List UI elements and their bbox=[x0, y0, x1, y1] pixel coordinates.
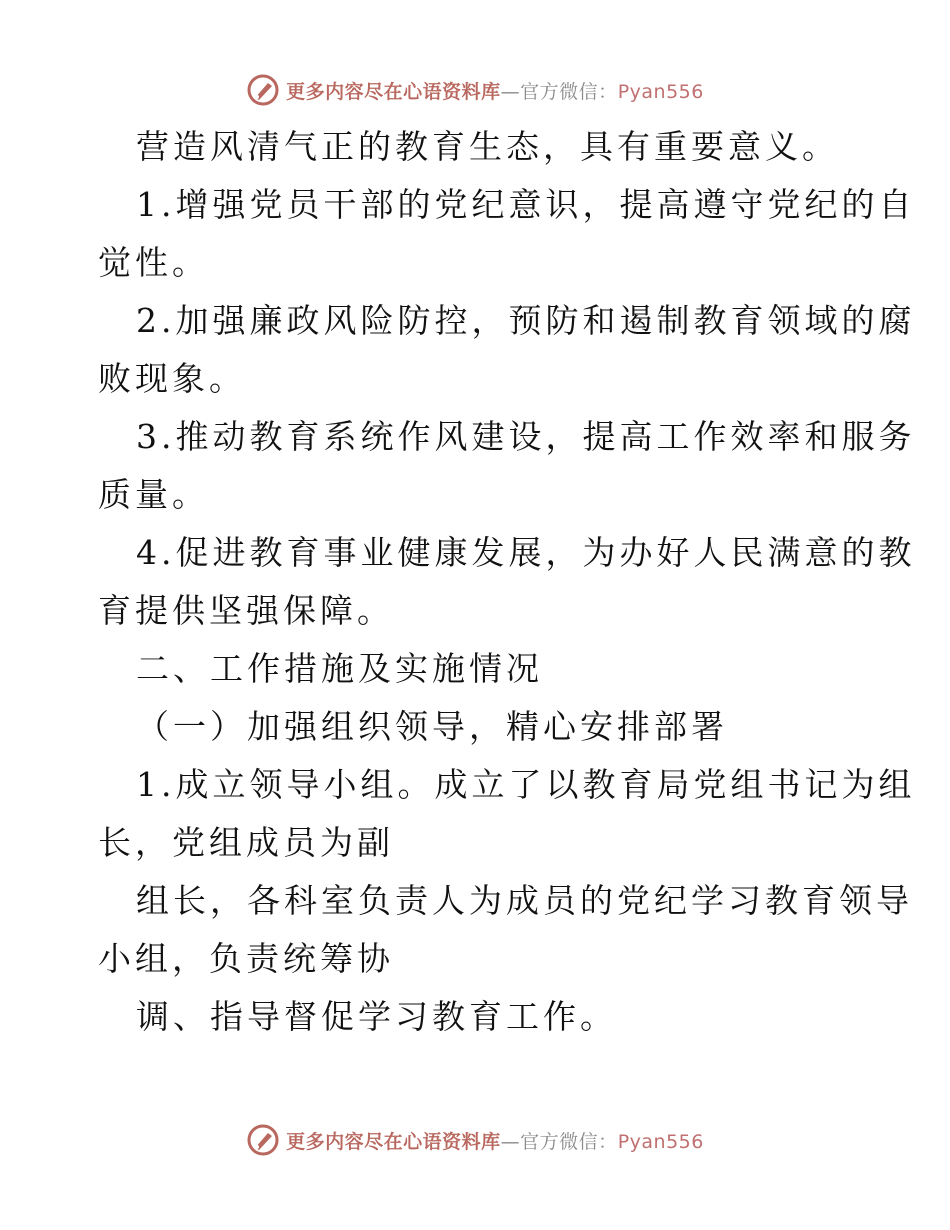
paragraph-line: 调、指导督促学习教育工作。 bbox=[136, 997, 617, 1036]
paragraph-line: 2.加强廉政风险防控，预防和遏制教育领域的腐 bbox=[136, 301, 916, 340]
paragraph-line: 觉性。 bbox=[98, 243, 209, 282]
watermark-separator: — bbox=[500, 1130, 521, 1153]
section-heading: 二、工作措施及实施情况 bbox=[136, 649, 543, 688]
watermark-wechat-id: Pyan556 bbox=[617, 1130, 704, 1153]
watermark-main: 更多内容尽在心语资料库 bbox=[286, 1130, 501, 1153]
paragraph-line: 育提供坚强保障。 bbox=[98, 591, 394, 630]
watermark-text bbox=[286, 77, 704, 104]
paragraph-line: 4.促进教育事业健康发展，为办好人民满意的教 bbox=[136, 533, 916, 572]
paragraph-line: 1.增强党员干部的党纪意识，提高遵守党纪的自 bbox=[136, 185, 916, 224]
header-watermark bbox=[0, 70, 950, 110]
footer-watermark bbox=[0, 1120, 950, 1160]
pen-circle-logo-icon bbox=[246, 1123, 280, 1157]
watermark-wechat-label: 官方微信： bbox=[520, 1130, 618, 1153]
watermark-wechat-id: Pyan556 bbox=[617, 80, 704, 103]
subsection-heading: （一）加强组织领导，精心安排部署 bbox=[136, 707, 728, 746]
watermark-separator: — bbox=[500, 80, 521, 103]
paragraph-line: 1.成立领导小组。成立了以教育局党组书记为组 bbox=[136, 765, 916, 804]
paragraph-line: 组长，各科室负责人为成员的党纪学习教育领导 bbox=[136, 881, 913, 920]
watermark-main: 更多内容尽在心语资料库 bbox=[286, 80, 501, 103]
paragraph-line: 3.推动教育系统作风建设，提高工作效率和服务 bbox=[136, 417, 916, 456]
pen-circle-logo-icon bbox=[246, 73, 280, 107]
watermark-wechat-label: 官方微信： bbox=[520, 80, 618, 103]
paragraph-line: 长，党组成员为副 bbox=[98, 823, 394, 862]
paragraph-line: 小组，负责统筹协 bbox=[98, 939, 394, 978]
paragraph-line: 营造风清气正的教育生态，具有重要意义。 bbox=[136, 127, 839, 166]
watermark-text bbox=[286, 1127, 704, 1154]
document-body bbox=[98, 118, 916, 1046]
paragraph-line: 败现象。 bbox=[98, 359, 246, 398]
paragraph-line: 质量。 bbox=[98, 475, 209, 514]
